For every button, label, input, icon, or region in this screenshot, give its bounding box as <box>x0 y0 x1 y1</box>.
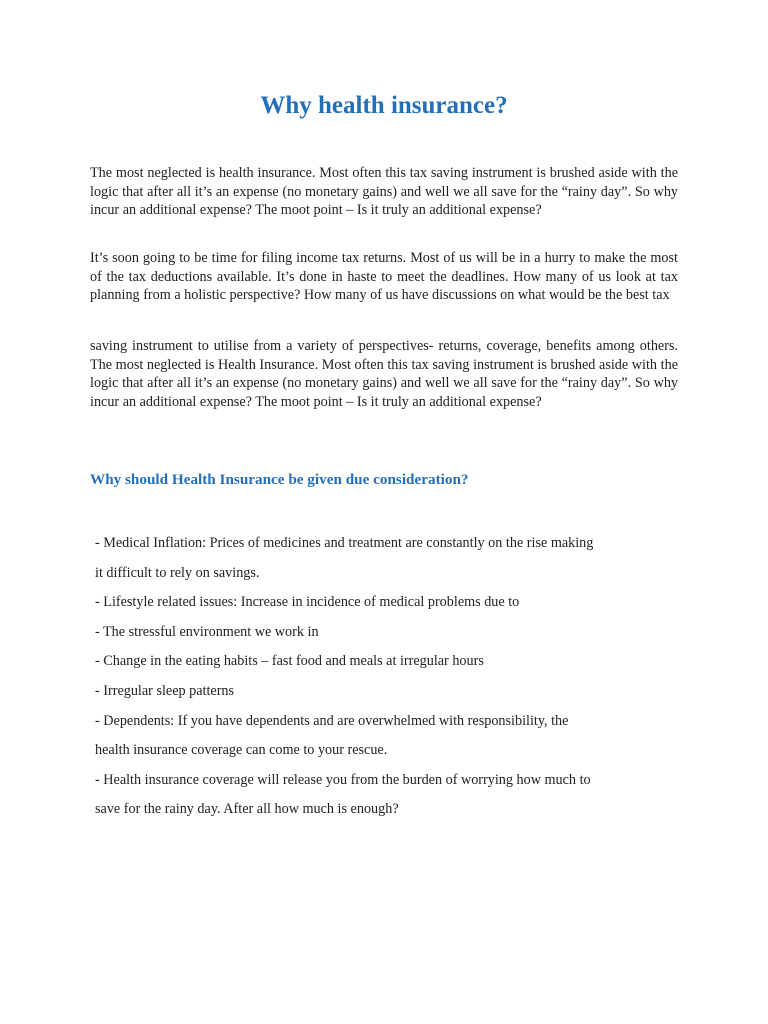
paragraph-3: saving instrument to utilise from a variety of perspectives- returns, coverage, benefits among others. The most neglected is Health Insurance. Most often this tax saving instrument is brushed aside with the logic that after all it’s an expense (no monetary gains) and well we all save for the “rainy day”. So why incur an additional expense? The moot point – Is it truly an additional expense? <box>90 338 678 411</box>
list-item: - Irregular sleep patterns <box>95 682 235 699</box>
reasons-list <box>95 529 695 825</box>
list-item: - Medical Inflation: Prices of medicines and treatment are constantly on the rise making <box>95 535 594 551</box>
list-item: - Dependents: If you have dependents and are overwhelmed with responsibility, the <box>95 712 569 729</box>
section-heading: Why should Health Insurance be given due consideration? <box>90 471 469 488</box>
list-item: - The stressful environment we work in <box>95 623 319 640</box>
list-item: - Change in the eating habits – fast food and meals at irregular hours <box>95 653 484 670</box>
list-item-continuation: health insurance coverage can come to your rescue. <box>95 742 388 759</box>
paragraph-2: It’s soon going to be time for filing income tax returns. Most of us will be in a hurry to make the most of the tax deductions available. It’s done in haste to meet the deadlines. How many of us look at tax planning from a holistic perspective? How many of us have discussions on what would be the best tax <box>90 250 678 304</box>
list-item-continuation: it difficult to rely on savings. <box>95 564 260 581</box>
paragraph-1: The most neglected is health insurance. Most often this tax saving instrument is brushed aside with the logic that after all it’s an expense (no monetary gains) and well we all save for the “rainy day”. So why incur an additional expense? The moot point – Is it truly an additional expense? <box>90 165 678 219</box>
list-item: - Lifestyle related issues: Increase in incidence of medical problems due to <box>95 594 520 611</box>
list-item: - Health insurance coverage will release you from the burden of worrying how much to <box>95 771 591 788</box>
list-item-continuation: save for the rainy day. After all how much is enough? <box>95 801 399 818</box>
document-title: Why health insurance? <box>260 92 508 119</box>
